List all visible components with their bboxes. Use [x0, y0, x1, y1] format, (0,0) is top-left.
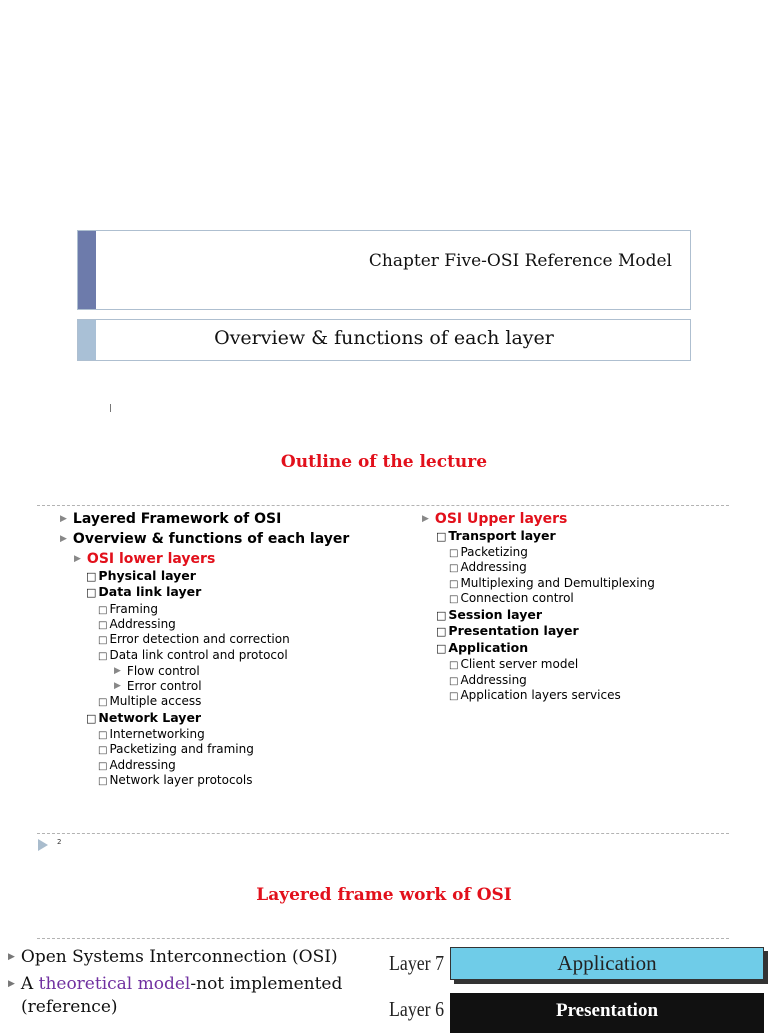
outline-item: ▶ Error control: [114, 679, 202, 693]
layered-framework-heading: Layered frame work of OSI: [256, 885, 512, 905]
title-accent-bar: [78, 231, 96, 309]
outline-item: □ Presentation layer: [436, 623, 579, 638]
outline-item: □ Application: [436, 640, 529, 655]
outline-item: □ Data link layer: [86, 584, 202, 599]
outline-item: □ Data link control and protocol: [98, 648, 288, 662]
outline-item: □ Packetizing and framing: [98, 742, 254, 756]
chapter-subtitle: Overview & functions of each layer: [214, 327, 554, 349]
square-bullet-icon: □: [449, 676, 459, 687]
square-bullet-icon: □: [449, 594, 459, 605]
outline-item: □ Addressing: [449, 673, 527, 687]
square-bullet-icon: □: [449, 548, 459, 559]
outline-item: □ Multiplexing and Demultiplexing: [449, 576, 655, 590]
bullet-arrow-icon: ▶: [8, 952, 15, 962]
square-bullet-icon: □: [449, 691, 459, 702]
square-bullet-icon: □: [436, 625, 447, 638]
square-bullet-icon: □: [449, 579, 459, 590]
outline-item: ▶ OSI lower layers: [74, 551, 216, 567]
bullet-arrow-icon: ▶: [114, 681, 121, 691]
bullet-arrow-icon: ▶: [60, 534, 67, 544]
square-bullet-icon: □: [98, 761, 108, 772]
square-bullet-icon: □: [98, 605, 108, 616]
application-layer-box: Application: [450, 947, 764, 980]
osi-bullet-2: ▶ A theoretical model-not implemented: [8, 974, 343, 994]
outline-item: □ Internetworking: [98, 727, 205, 741]
outline-item: □ Transport layer: [436, 528, 556, 543]
outline-item: □ Addressing: [98, 758, 176, 772]
square-bullet-icon: □: [98, 635, 108, 646]
bullet-arrow-icon: ▶: [114, 666, 121, 676]
outline-item: □ Addressing: [449, 560, 527, 574]
square-bullet-icon: □: [436, 530, 447, 543]
outline-item: □ Multiple access: [98, 694, 202, 708]
square-bullet-icon: □: [436, 609, 447, 622]
square-bullet-icon: □: [449, 563, 459, 574]
square-bullet-icon: □: [436, 642, 447, 655]
square-bullet-icon: □: [86, 712, 97, 725]
bullet-arrow-icon: ▶: [422, 514, 429, 524]
slide-number: 2: [57, 838, 62, 846]
outline-item: □ Session layer: [436, 607, 543, 622]
outline-item: □ Physical layer: [86, 568, 196, 583]
square-bullet-icon: □: [98, 730, 108, 741]
highlight-text: theoretical model: [38, 974, 191, 994]
bullet-arrow-icon: ▶: [74, 554, 81, 564]
bullet-arrow-icon: ▶: [8, 979, 15, 989]
square-bullet-icon: □: [86, 586, 97, 599]
osi-bullet-1: ▶ Open Systems Interconnection (OSI): [8, 947, 338, 967]
slide1-tick-mark: [110, 404, 111, 412]
outline-item: □ Framing: [98, 602, 159, 616]
slide2-top-divider: [37, 505, 729, 506]
outline-item: ▶ Overview & functions of each layer: [60, 531, 350, 547]
outline-item: ▶ Layered Framework of OSI: [60, 511, 282, 527]
outline-item: □ Network layer protocols: [98, 773, 253, 787]
chapter-title-box: [77, 230, 691, 310]
outline-item: □ Addressing: [98, 617, 176, 631]
outline-item: □ Application layers services: [449, 688, 621, 702]
square-bullet-icon: □: [98, 776, 108, 787]
outline-heading: Outline of the lecture: [280, 452, 488, 472]
presentation-layer-box: Presentation: [450, 993, 764, 1033]
square-bullet-icon: □: [98, 745, 108, 756]
layer-6-label: Layer 6: [389, 997, 445, 1021]
outline-item: □ Connection control: [449, 591, 574, 605]
chapter-title: Chapter Five-OSI Reference Model: [368, 251, 672, 271]
bullet-arrow-icon: ▶: [60, 514, 67, 524]
slide2-bottom-divider: [37, 833, 729, 834]
slide-arrow-icon: [38, 839, 48, 851]
outline-item: ▶ Flow control: [114, 664, 200, 678]
osi-bullet-2-continuation: (reference): [21, 997, 118, 1017]
square-bullet-icon: □: [98, 697, 108, 708]
outline-item: □ Packetizing: [449, 545, 528, 559]
layer-7-label: Layer 7: [389, 951, 445, 975]
slide3-top-divider: [37, 938, 729, 939]
square-bullet-icon: □: [98, 651, 108, 662]
square-bullet-icon: □: [449, 660, 459, 671]
outline-item: ▶ OSI Upper layers: [422, 511, 568, 527]
square-bullet-icon: □: [86, 570, 97, 583]
outline-item: □ Network Layer: [86, 710, 202, 725]
square-bullet-icon: □: [98, 620, 108, 631]
outline-item: □ Client server model: [449, 657, 579, 671]
subtitle-box: [77, 319, 691, 361]
outline-item: □ Error detection and correction: [98, 632, 290, 646]
